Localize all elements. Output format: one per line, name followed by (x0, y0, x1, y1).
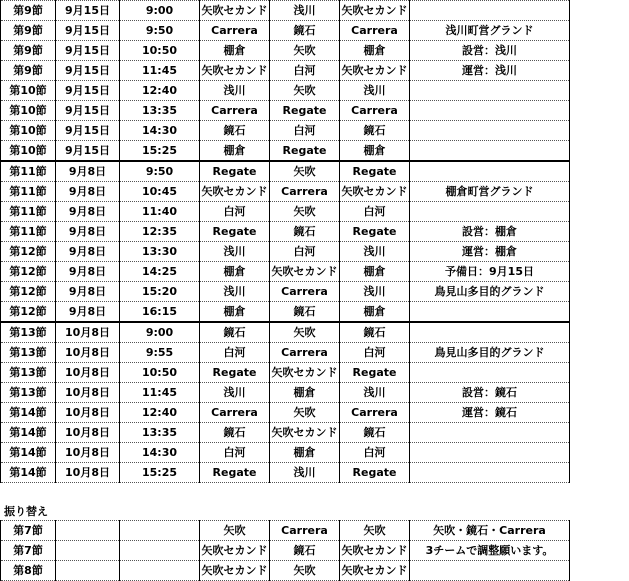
table-row (1, 463, 570, 483)
note-cell: 矢吹・鏡石・Carrera (410, 521, 570, 541)
away-team-cell: 矢吹セカンド (270, 262, 340, 282)
note-cell (410, 463, 570, 483)
round-cell: 第13節 (1, 383, 56, 403)
referee-cell: 浅川 (340, 282, 410, 302)
referee-cell: 矢吹セカンド (340, 61, 410, 81)
round-cell: 第12節 (1, 242, 56, 262)
away-team-cell: 矢吹セカンド (270, 423, 340, 443)
table-row (1, 521, 570, 541)
referee-cell: 白河 (340, 343, 410, 363)
note-cell (410, 443, 570, 463)
home-team-cell: 浅川 (200, 242, 270, 262)
away-team-cell: 棚倉 (270, 383, 340, 403)
referee-cell: 棚倉 (340, 302, 410, 323)
date-cell: 9月8日 (56, 161, 120, 182)
swap-section-title: 振り替え (4, 505, 48, 518)
referee-cell: 白河 (340, 443, 410, 463)
note-cell: 鳥見山多目的グランド (410, 343, 570, 363)
table-row (1, 443, 570, 463)
time-cell: 14:30 (120, 443, 200, 463)
referee-cell: 矢吹セカンド (340, 541, 410, 561)
table-row (1, 101, 570, 121)
time-cell: 9:50 (120, 21, 200, 41)
referee-cell: 鏡石 (340, 121, 410, 141)
round-cell: 第14節 (1, 423, 56, 443)
time-cell (120, 561, 200, 581)
round-cell: 第9節 (1, 41, 56, 61)
away-team-cell: 矢吹 (270, 161, 340, 182)
round-cell: 第11節 (1, 182, 56, 202)
note-cell (410, 121, 570, 141)
date-cell: 9月15日 (56, 121, 120, 141)
note-cell (410, 161, 570, 182)
round-cell: 第12節 (1, 262, 56, 282)
round-cell: 第10節 (1, 81, 56, 101)
table-row (1, 282, 570, 302)
round-cell: 第10節 (1, 101, 56, 121)
referee-cell: 矢吹セカンド (340, 561, 410, 581)
round-cell: 第13節 (1, 363, 56, 383)
note-cell: 設営：棚倉 (410, 222, 570, 242)
referee-cell: 棚倉 (340, 141, 410, 162)
round-cell: 第7節 (1, 541, 56, 561)
home-team-cell: Carrera (200, 21, 270, 41)
table-row (1, 403, 570, 423)
table-row (1, 121, 570, 141)
date-cell: 10月8日 (56, 363, 120, 383)
time-cell: 11:40 (120, 202, 200, 222)
table-row (1, 322, 570, 343)
time-cell: 15:20 (120, 282, 200, 302)
time-cell: 12:40 (120, 81, 200, 101)
home-team-cell: Regate (200, 222, 270, 242)
referee-cell: 白河 (340, 202, 410, 222)
away-team-cell: 鏡石 (270, 302, 340, 323)
date-cell: 9月15日 (56, 81, 120, 101)
date-cell: 10月8日 (56, 322, 120, 343)
date-cell: 9月8日 (56, 182, 120, 202)
away-team-cell: 棚倉 (270, 443, 340, 463)
round-cell: 第8節 (1, 561, 56, 581)
note-cell (410, 1, 570, 21)
table-row (1, 222, 570, 242)
table-row (1, 423, 570, 443)
date-cell: 9月15日 (56, 41, 120, 61)
round-cell: 第13節 (1, 343, 56, 363)
referee-cell: Carrera (340, 101, 410, 121)
away-team-cell: 鏡石 (270, 541, 340, 561)
referee-cell: 鏡石 (340, 322, 410, 343)
time-cell: 14:25 (120, 262, 200, 282)
home-team-cell: 鏡石 (200, 322, 270, 343)
date-cell (56, 561, 120, 581)
time-cell: 16:15 (120, 302, 200, 323)
note-cell (410, 101, 570, 121)
table-row (1, 302, 570, 323)
home-team-cell: 白河 (200, 443, 270, 463)
time-cell: 13:35 (120, 423, 200, 443)
home-team-cell: 浅川 (200, 282, 270, 302)
time-cell: 15:25 (120, 141, 200, 162)
date-cell: 9月15日 (56, 141, 120, 162)
referee-cell: 浅川 (340, 242, 410, 262)
table-row (1, 262, 570, 282)
table-row (1, 363, 570, 383)
round-cell: 第9節 (1, 21, 56, 41)
away-team-cell: 鏡石 (270, 21, 340, 41)
note-cell: 鳥見山多目的グランド (410, 282, 570, 302)
date-cell: 9月8日 (56, 262, 120, 282)
referee-cell: 矢吹 (340, 521, 410, 541)
time-cell: 12:40 (120, 403, 200, 423)
away-team-cell: 白河 (270, 61, 340, 81)
note-cell: 棚倉町営グランド (410, 182, 570, 202)
away-team-cell: 矢吹セカンド (270, 363, 340, 383)
date-cell: 10月8日 (56, 383, 120, 403)
time-cell: 9:50 (120, 161, 200, 182)
home-team-cell: Regate (200, 161, 270, 182)
away-team-cell: 矢吹 (270, 561, 340, 581)
away-team-cell: Carrera (270, 182, 340, 202)
table-row (1, 1, 570, 21)
round-cell: 第13節 (1, 322, 56, 343)
round-cell: 第11節 (1, 161, 56, 182)
home-team-cell: Regate (200, 463, 270, 483)
round-cell: 第12節 (1, 302, 56, 323)
table-row (1, 81, 570, 101)
table-row (1, 141, 570, 162)
table-row (1, 242, 570, 262)
date-cell: 9月15日 (56, 1, 120, 21)
note-cell: 浅川町営グランド (410, 21, 570, 41)
referee-cell: 浅川 (340, 81, 410, 101)
time-cell (120, 541, 200, 561)
referee-cell: Carrera (340, 21, 410, 41)
away-team-cell: 矢吹 (270, 403, 340, 423)
round-cell: 第10節 (1, 141, 56, 162)
away-team-cell: 矢吹 (270, 322, 340, 343)
note-cell (410, 322, 570, 343)
home-team-cell: 棚倉 (200, 302, 270, 323)
round-cell: 第10節 (1, 121, 56, 141)
home-team-cell: 矢吹 (200, 521, 270, 541)
table-row (1, 161, 570, 182)
round-cell: 第11節 (1, 202, 56, 222)
away-team-cell: 浅川 (270, 1, 340, 21)
away-team-cell: Carrera (270, 282, 340, 302)
note-cell (410, 561, 570, 581)
note-cell (410, 423, 570, 443)
date-cell: 10月8日 (56, 423, 120, 443)
round-cell: 第9節 (1, 1, 56, 21)
time-cell: 9:00 (120, 1, 200, 21)
time-cell: 15:25 (120, 463, 200, 483)
table-row (1, 383, 570, 403)
date-cell: 9月15日 (56, 61, 120, 81)
home-team-cell: 矢吹セカンド (200, 61, 270, 81)
home-team-cell: 棚倉 (200, 141, 270, 162)
date-cell: 9月8日 (56, 302, 120, 323)
table-row (1, 202, 570, 222)
away-team-cell: Regate (270, 141, 340, 162)
referee-cell: 棚倉 (340, 41, 410, 61)
referee-cell: Regate (340, 363, 410, 383)
time-cell: 13:30 (120, 242, 200, 262)
time-cell: 9:55 (120, 343, 200, 363)
referee-cell: Regate (340, 222, 410, 242)
swap-table (0, 520, 570, 581)
time-cell: 10:45 (120, 182, 200, 202)
round-cell: 第9節 (1, 61, 56, 81)
round-cell: 第14節 (1, 403, 56, 423)
date-cell: 10月8日 (56, 443, 120, 463)
note-cell: 運営：棚倉 (410, 242, 570, 262)
away-team-cell: 白河 (270, 242, 340, 262)
round-cell: 第12節 (1, 282, 56, 302)
time-cell: 11:45 (120, 383, 200, 403)
home-team-cell: Carrera (200, 403, 270, 423)
referee-cell: 鏡石 (340, 423, 410, 443)
date-cell: 9月8日 (56, 282, 120, 302)
away-team-cell: 矢吹 (270, 41, 340, 61)
date-cell: 10月8日 (56, 463, 120, 483)
home-team-cell: 棚倉 (200, 262, 270, 282)
date-cell: 9月15日 (56, 21, 120, 41)
home-team-cell: Regate (200, 363, 270, 383)
date-cell: 9月8日 (56, 242, 120, 262)
note-cell: 予備日：9月15日 (410, 262, 570, 282)
table-row (1, 561, 570, 581)
away-team-cell: Carrera (270, 521, 340, 541)
note-cell: 3チームで調整願います。 (410, 541, 570, 561)
home-team-cell: 矢吹セカンド (200, 541, 270, 561)
note-cell: 設営：鏡石 (410, 383, 570, 403)
referee-cell: 矢吹セカンド (340, 182, 410, 202)
away-team-cell: 鏡石 (270, 222, 340, 242)
table-row (1, 343, 570, 363)
date-cell: 10月8日 (56, 403, 120, 423)
note-cell (410, 202, 570, 222)
date-cell (56, 521, 120, 541)
table-row (1, 541, 570, 561)
home-team-cell: 矢吹セカンド (200, 182, 270, 202)
home-team-cell: 鏡石 (200, 121, 270, 141)
away-team-cell: 白河 (270, 121, 340, 141)
away-team-cell: 矢吹 (270, 81, 340, 101)
date-cell: 9月8日 (56, 202, 120, 222)
referee-cell: 棚倉 (340, 262, 410, 282)
home-team-cell: 浅川 (200, 81, 270, 101)
home-team-cell: Carrera (200, 101, 270, 121)
referee-cell: Regate (340, 463, 410, 483)
home-team-cell: 矢吹セカンド (200, 1, 270, 21)
time-cell: 13:35 (120, 101, 200, 121)
note-cell: 運営：浅川 (410, 61, 570, 81)
time-cell: 10:50 (120, 363, 200, 383)
note-cell (410, 363, 570, 383)
time-cell: 9:00 (120, 322, 200, 343)
date-cell: 9月8日 (56, 222, 120, 242)
note-cell (410, 302, 570, 323)
home-team-cell: 矢吹セカンド (200, 561, 270, 581)
table-row (1, 41, 570, 61)
away-team-cell: 矢吹 (270, 202, 340, 222)
time-cell: 11:45 (120, 61, 200, 81)
note-cell: 運営：鏡石 (410, 403, 570, 423)
time-cell: 10:50 (120, 41, 200, 61)
away-team-cell: Carrera (270, 343, 340, 363)
home-team-cell: 鏡石 (200, 423, 270, 443)
referee-cell: 矢吹セカンド (340, 1, 410, 21)
table-row (1, 21, 570, 41)
home-team-cell: 浅川 (200, 383, 270, 403)
note-cell (410, 141, 570, 162)
referee-cell: 浅川 (340, 383, 410, 403)
date-cell: 9月15日 (56, 101, 120, 121)
round-cell: 第14節 (1, 463, 56, 483)
home-team-cell: 白河 (200, 202, 270, 222)
table-row (1, 182, 570, 202)
referee-cell: Regate (340, 161, 410, 182)
time-cell (120, 521, 200, 541)
time-cell: 14:30 (120, 121, 200, 141)
home-team-cell: 白河 (200, 343, 270, 363)
round-cell: 第11節 (1, 222, 56, 242)
home-team-cell: 棚倉 (200, 41, 270, 61)
date-cell: 10月8日 (56, 343, 120, 363)
round-cell: 第14節 (1, 443, 56, 463)
away-team-cell: 浅川 (270, 463, 340, 483)
time-cell: 12:35 (120, 222, 200, 242)
note-cell: 設営：浅川 (410, 41, 570, 61)
round-cell: 第7節 (1, 521, 56, 541)
date-cell (56, 541, 120, 561)
referee-cell: Carrera (340, 403, 410, 423)
note-cell (410, 81, 570, 101)
table-row (1, 61, 570, 81)
away-team-cell: Regate (270, 101, 340, 121)
